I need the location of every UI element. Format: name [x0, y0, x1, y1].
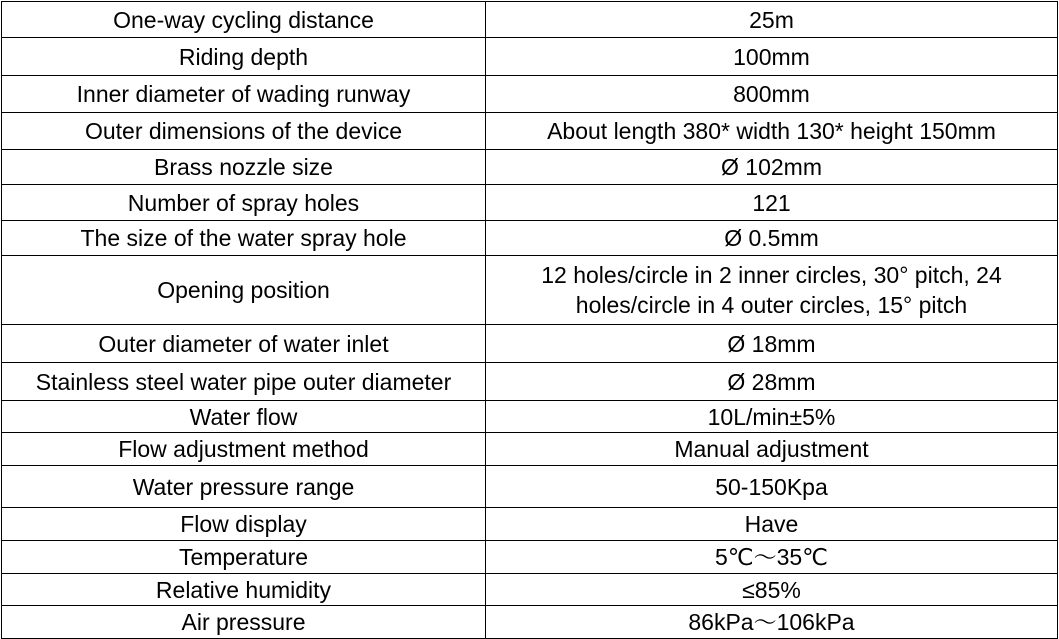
param-cell: Stainless steel water pipe outer diameter [2, 363, 486, 401]
param-cell: Outer diameter of water inlet [2, 325, 486, 363]
value-cell: 121 [486, 185, 1058, 221]
param-cell: Inner diameter of wading runway [2, 76, 486, 113]
table-row [2, 150, 1058, 185]
value-line: 12 holes/circle in 2 inner circles, 30° pitch, 24 [541, 262, 1002, 288]
table-row [2, 508, 1058, 541]
table-row [2, 221, 1058, 256]
param-cell: Number of spray holes [2, 185, 486, 221]
param-cell: One-way cycling distance [2, 2, 486, 38]
value-cell: 800mm [486, 76, 1058, 113]
value-cell: Manual adjustment [486, 433, 1058, 466]
value-line: holes/circle in 4 outer circles, 15° pitch [575, 292, 968, 318]
value-cell: 86kPa～106kPa [486, 606, 1058, 639]
value-cell: 10L/min±5% [486, 401, 1058, 433]
param-cell: Riding depth [2, 38, 486, 76]
param-cell: Air pressure [2, 606, 486, 639]
table-row [2, 256, 1058, 325]
table-row [2, 541, 1058, 574]
param-cell: Water pressure range [2, 466, 486, 508]
param-cell: Flow adjustment method [2, 433, 486, 466]
value-cell: Have [486, 508, 1058, 541]
table-row [2, 185, 1058, 221]
value-cell: ≤85% [486, 574, 1058, 606]
value-cell: 25m [486, 2, 1058, 38]
param-cell: Relative humidity [2, 574, 486, 606]
param-cell: Brass nozzle size [2, 150, 486, 185]
value-cell: 50-150Kpa [486, 466, 1058, 508]
table-row [2, 433, 1058, 466]
param-cell: Opening position [2, 256, 486, 325]
table-row [2, 401, 1058, 433]
table-row [2, 466, 1058, 508]
param-cell: Flow display [2, 508, 486, 541]
param-cell: Outer dimensions of the device [2, 113, 486, 150]
value-cell: Ø 102mm [486, 150, 1058, 185]
table-row [2, 325, 1058, 363]
table-row [2, 38, 1058, 76]
value-cell: 100mm [486, 38, 1058, 76]
value-cell: Ø 18mm [486, 325, 1058, 363]
param-cell: The size of the water spray hole [2, 221, 486, 256]
spec-table [1, 1, 1058, 639]
table-row [2, 113, 1058, 150]
value-cell: 5℃～35℃ [486, 541, 1058, 574]
table-row [2, 76, 1058, 113]
table-row [2, 606, 1058, 639]
value-cell: Ø 28mm [486, 363, 1058, 401]
value-cell [486, 256, 1058, 325]
param-cell: Water flow [2, 401, 486, 433]
table-row [2, 574, 1058, 606]
table-row [2, 2, 1058, 38]
param-cell: Temperature [2, 541, 486, 574]
value-cell: About length 380* width 130* height 150mm [486, 113, 1058, 150]
table-row [2, 363, 1058, 401]
value-cell: Ø 0.5mm [486, 221, 1058, 256]
